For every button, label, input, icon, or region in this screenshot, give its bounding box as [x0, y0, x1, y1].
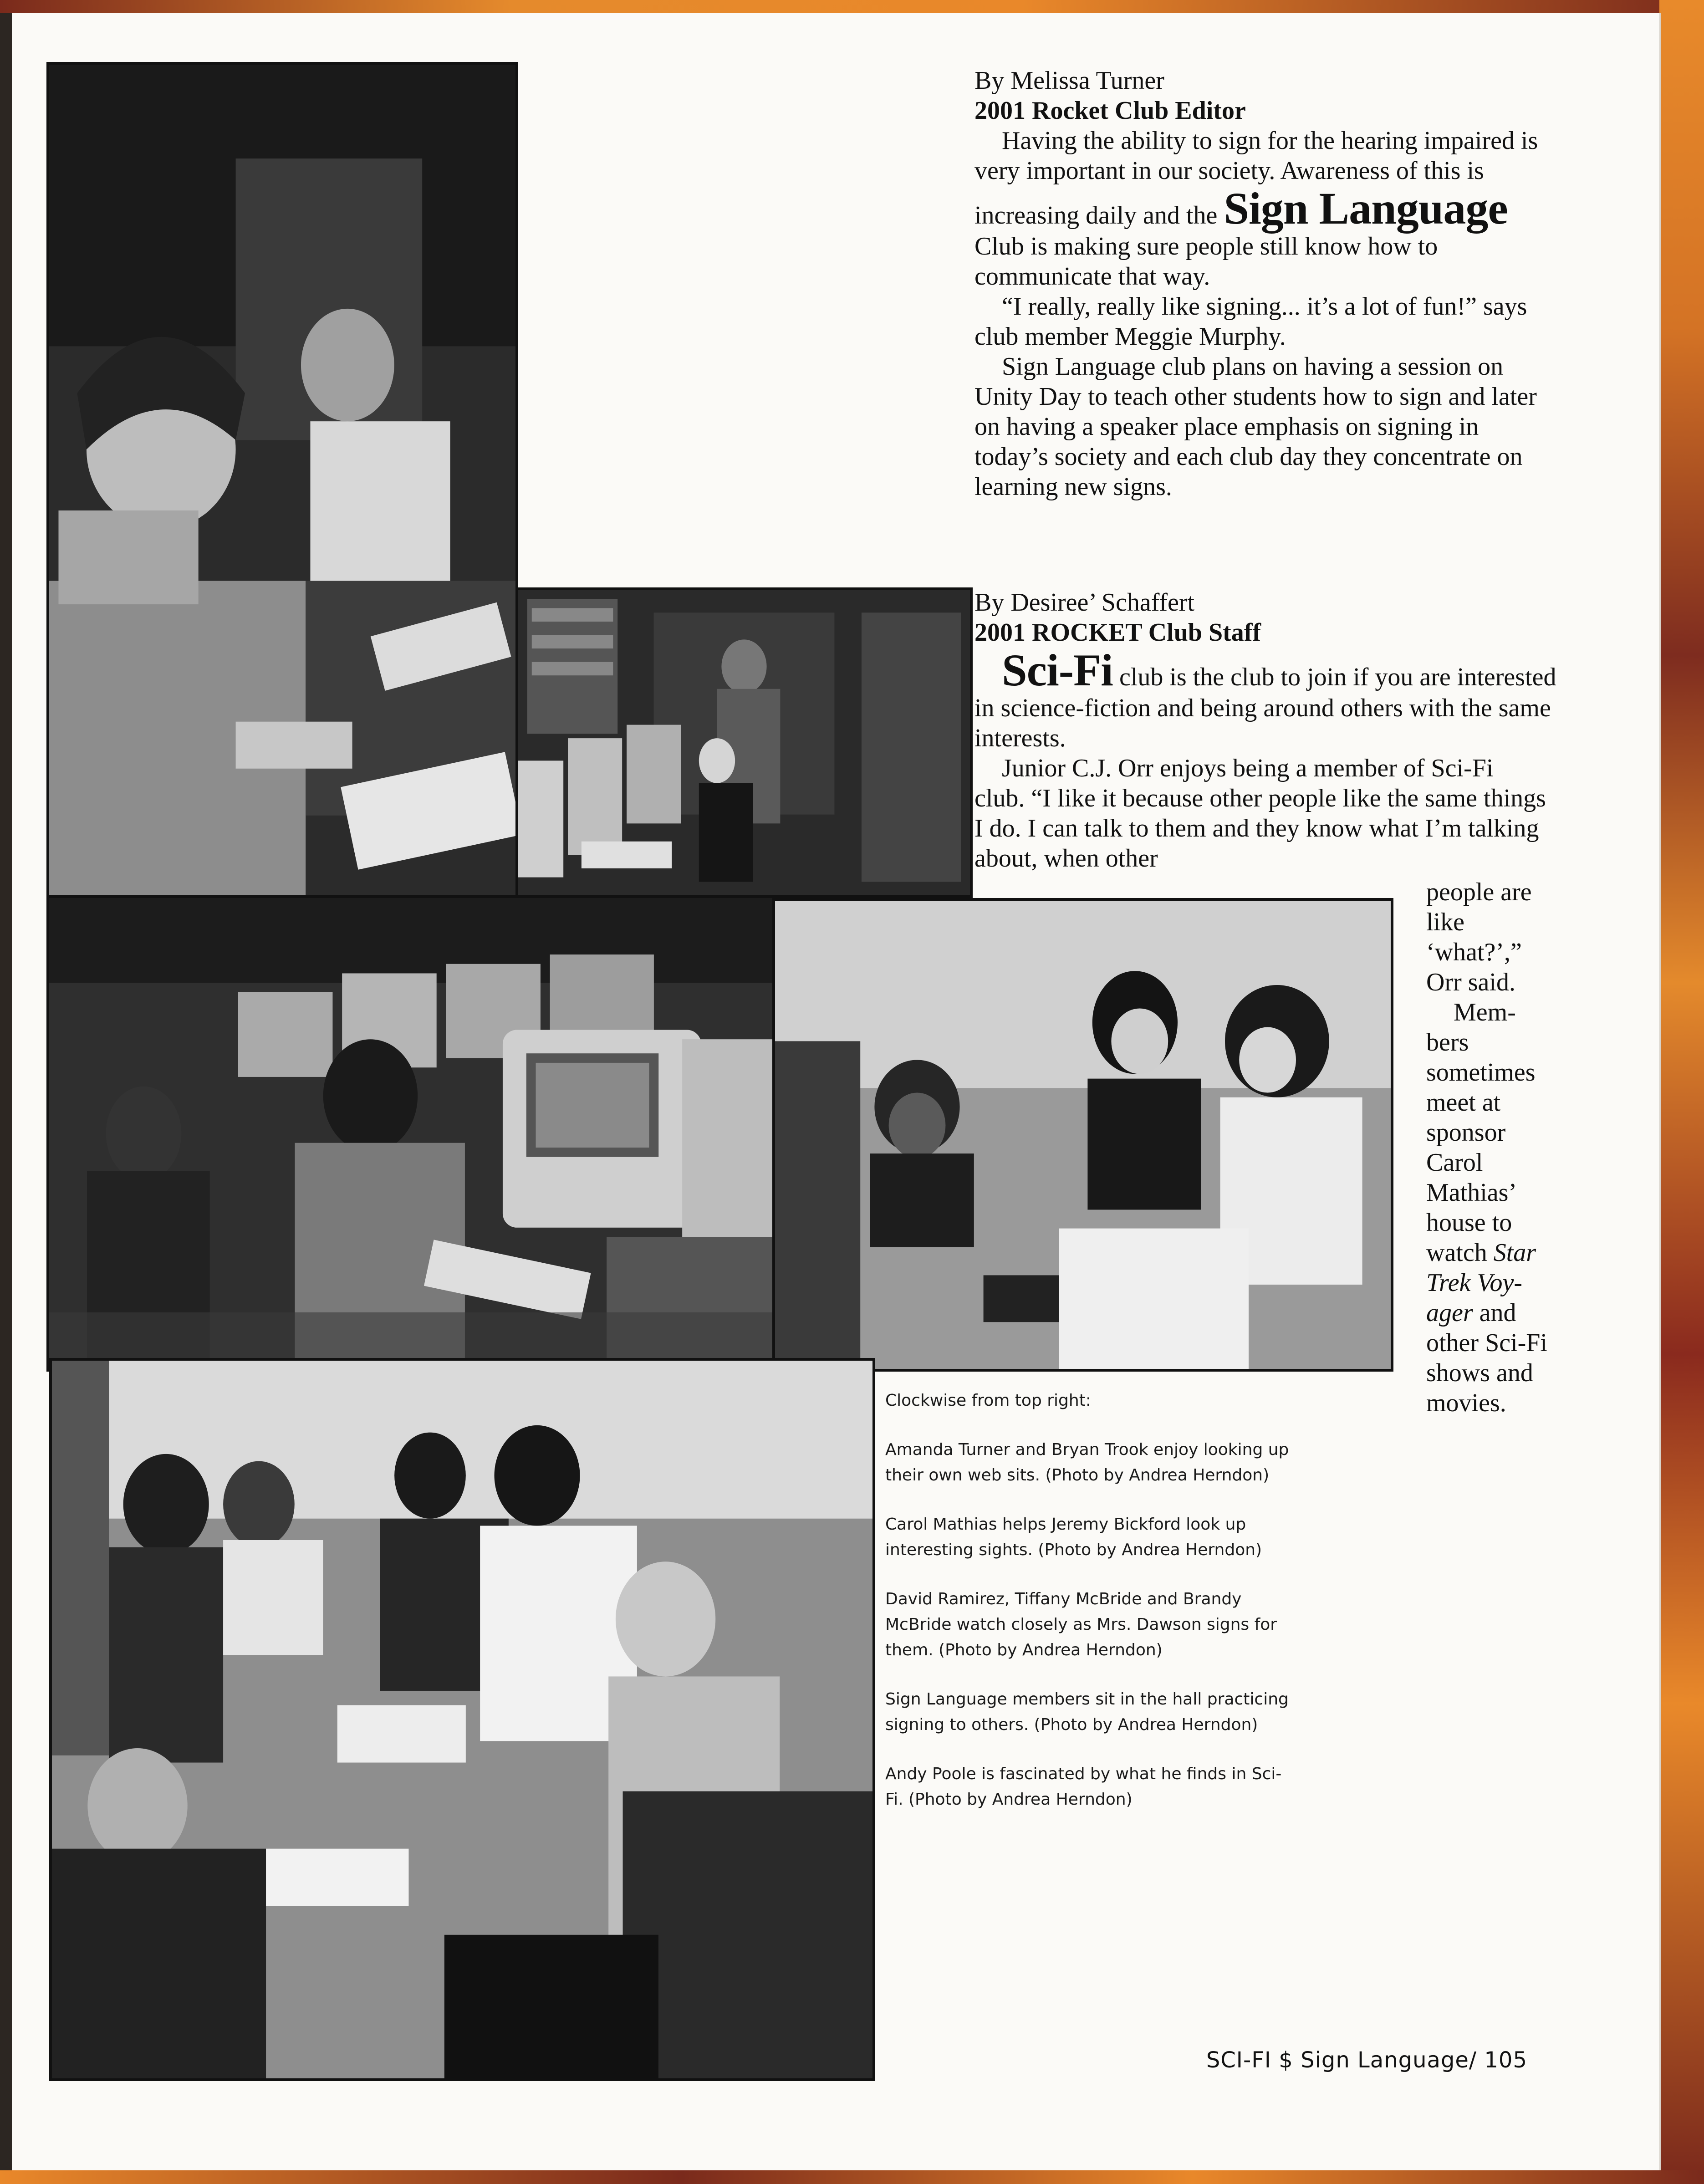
show-title-line-3: ager: [1426, 1299, 1473, 1327]
show-title-line-1: Star: [1493, 1239, 1536, 1267]
edge-left: [0, 0, 12, 2184]
caption-item: Amanda Turner and Bryan Trook enjoy looking up their own web sits. (Photo by Andrea Herndon): [885, 1440, 1289, 1485]
photo-imac-student-image: [49, 898, 781, 1369]
photo-students-typing-image: [49, 65, 515, 895]
narrow-line: people are: [1426, 878, 1532, 906]
edge-right: [1659, 0, 1704, 2184]
narrow-line: Carol: [1426, 1148, 1483, 1177]
scifi-staff-title: 2001 ROCKET Club Staff: [974, 618, 1261, 647]
narrow-line: Mem-: [1454, 998, 1516, 1026]
narrow-line: Mathias’: [1426, 1179, 1517, 1207]
scifi-narrow-column: [1426, 877, 1563, 1418]
narrow-watch: house to: [1426, 1209, 1512, 1237]
photo-watching-signs-image: [775, 901, 1391, 1369]
photo-hall-signing: [49, 1358, 875, 2081]
show-title-line-2: Trek Voy-: [1426, 1269, 1522, 1297]
photo-computer-help: [515, 587, 973, 898]
photo-computer-help-image: [518, 590, 970, 895]
folio-section: SCI-FI $ Sign Language/: [1206, 2047, 1477, 2073]
photo-students-typing: [46, 62, 518, 898]
sign-language-article: [974, 66, 1539, 502]
sign-language-byline: By Melissa Turner: [974, 66, 1164, 95]
narrow-line: [1426, 1238, 1563, 1268]
scifi-byline: By Desiree’ Schaffert: [974, 588, 1195, 617]
caption-item: Carol Mathias helps Jeremy Bickford look up interesting sights. (Photo by Andrea Herndon): [885, 1515, 1262, 1559]
edge-top: [0, 0, 1704, 13]
sign-language-club-name: Sign Language: [1224, 183, 1508, 234]
page-folio: [1206, 2047, 1527, 2073]
photo-imac-student: [46, 895, 784, 1372]
scifi-paragraph-1: [974, 645, 1566, 753]
photo-watching-signs: [772, 898, 1393, 1372]
photo-captions: [885, 1388, 1295, 1836]
sign-language-p1-before: Having the ability to sign for the hearing impaired is very important in our society. Awareness of this is increasing daily and the: [974, 127, 1538, 230]
narrow-line: ‘what?’,”: [1426, 938, 1522, 966]
narrow-line: other Sci-Fi: [1426, 1329, 1547, 1357]
narrow-line: movies.: [1426, 1389, 1506, 1417]
photo-hall-signing-image: [52, 1361, 872, 2078]
narrow-line: [1426, 1268, 1563, 1298]
narrow-line: [1426, 1208, 1563, 1238]
narrow-line: bers: [1426, 1028, 1469, 1056]
scifi-p1-after: club is the club to join if you are interested in science-fiction and being around others with the same interests.: [974, 663, 1556, 752]
narrow-line: [1426, 1298, 1563, 1328]
narrow-line: like: [1426, 908, 1464, 936]
caption-item: Andy Poole is fascinated by what he finds in Sci-Fi. (Photo by Andrea Herndon): [885, 1765, 1282, 1809]
narrow-line: sponsor: [1426, 1118, 1506, 1147]
show-after: and: [1473, 1299, 1516, 1327]
narrow-line: Orr said.: [1426, 968, 1515, 996]
narrow-watch-2: watch: [1426, 1239, 1487, 1267]
sign-language-paragraph-1: [974, 126, 1539, 291]
narrow-line: shows and: [1426, 1359, 1533, 1387]
scifi-paragraph-2: Junior C.J. Orr enjoys being a member of Sci-Fi club. “I like it because other people like the same things I do. I can talk to them and they know what I’m talking about, when other: [974, 754, 1546, 873]
caption-item: Sign Language members sit in the hall practicing signing to others. (Photo by Andrea Herndon): [885, 1690, 1289, 1734]
yearbook-page: [12, 13, 1661, 2170]
sign-language-staff-title: 2001 Rocket Club Editor: [974, 97, 1246, 125]
scifi-club-name: Sci-Fi: [1002, 645, 1113, 695]
narrow-line: meet at: [1426, 1088, 1501, 1117]
caption-heading: Clockwise from top right:: [885, 1391, 1091, 1410]
sign-language-paragraph-3: Sign Language club plans on having a session on Unity Day to teach other students how to sign and later on having a speaker place emphasis on signing in today’s society and each club day they concentrate on learning new signs.: [974, 352, 1537, 501]
edge-bottom: [0, 2170, 1704, 2184]
sign-language-paragraph-2: “I really, really like signing... it’s a lot of fun!” says club member Meggie Murphy.: [974, 292, 1527, 351]
scifi-article: [974, 587, 1566, 873]
caption-item: David Ramirez, Tiffany McBride and Brandy McBride watch closely as Mrs. Dawson signs for them. (Photo by Andrea Herndon): [885, 1590, 1277, 1659]
folio-page-number: 105: [1484, 2047, 1527, 2073]
sign-language-p1-after: Club is making sure people still know how to communicate that way.: [974, 232, 1438, 291]
narrow-line: sometimes: [1426, 1058, 1536, 1087]
